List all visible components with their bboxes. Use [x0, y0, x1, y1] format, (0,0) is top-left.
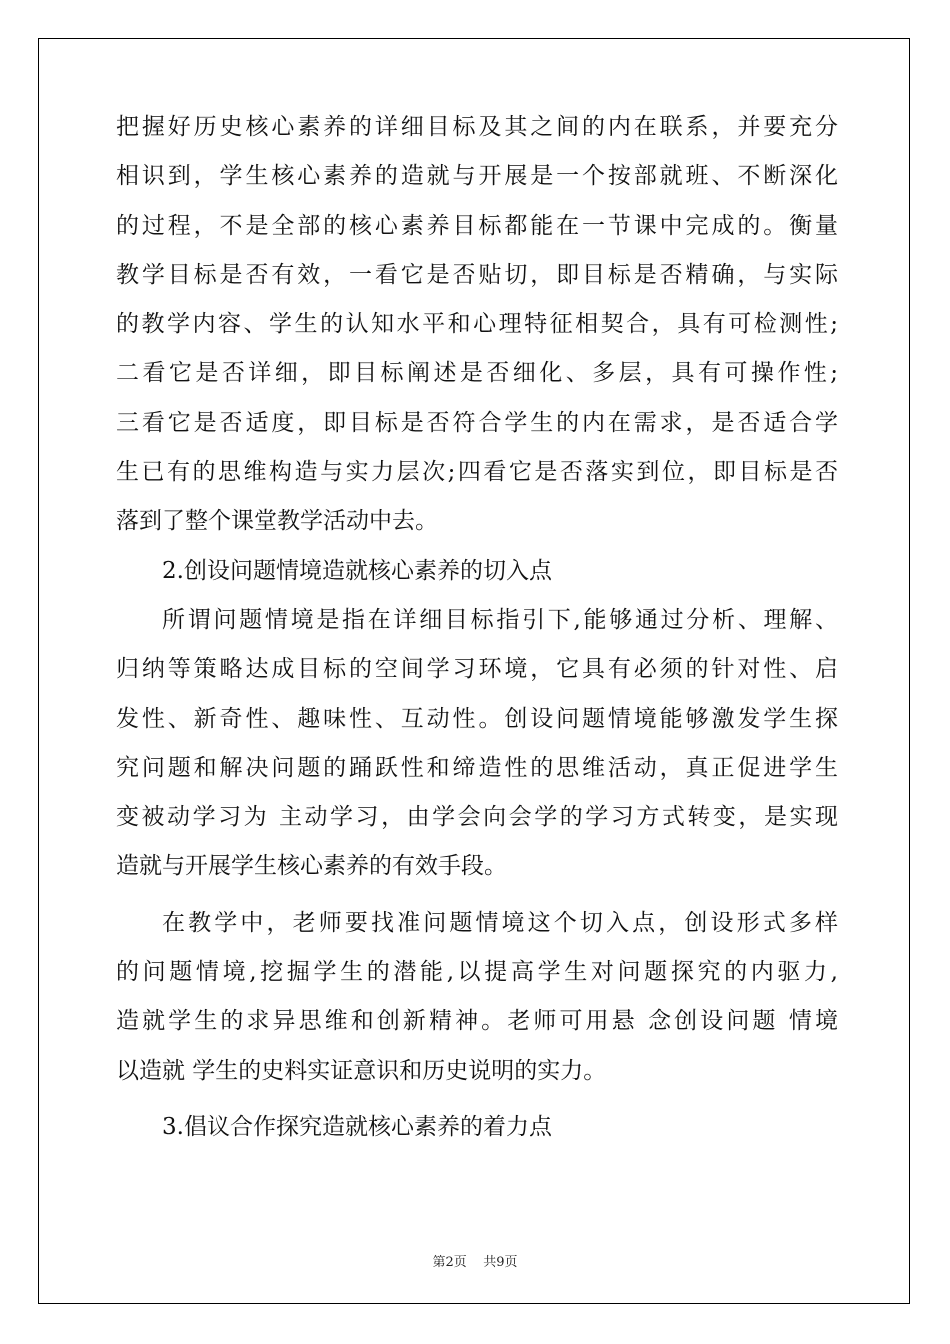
text-line: 把握好历史核心素养的详细目标及其之间的内在联系，并要充分 [116, 114, 838, 140]
heading-text: 3.倡议合作探究造就核心素养的着力点 [162, 1113, 552, 1140]
text-line: 归纳等策略达成目标的空间学习环境，它具有必须的针对性、启 [116, 656, 838, 683]
text-line: 造就学生的求异思维和创新精神。老师可用悬 念创设问题 情境 [116, 1008, 838, 1035]
text-line: 的过程，不是全部的核心素养目标都能在一节课中完成的。衡量 [116, 212, 838, 239]
text-line: 三看它是否适度，即目标是否符合学生的内在需求，是否适合学 [116, 409, 838, 436]
text-line: 造就与开展学生核心素养的有效手段。 [116, 853, 507, 880]
text-line: 相识到，学生核心素养的造就与开展是一个按部就班、不断深化 [116, 163, 838, 190]
text-line: 变被动学习为 主动学习，由学会向会学的学习方式转变，是实现 [116, 804, 838, 831]
heading-text: 2.创设问题情境造就核心素养的切入点 [162, 557, 552, 584]
text-line: 发性、新奇性、趣味性、互动性。创设问题情境能够激发学生探 [116, 705, 838, 732]
section-heading-2 [116, 547, 838, 596]
text-line: 在教学中，老师要找准问题情境这个切入点，创设形式多样 [162, 909, 838, 936]
text-line: 二看它是否详细，即目标阐述是否细化、多层，具有可操作性; [116, 360, 838, 387]
document-body [116, 103, 838, 1152]
text-line: 究问题和解决问题的踊跃性和缔造性的思维活动，真正促进学生 [116, 754, 838, 781]
text-line: 所谓问题情境是指在详细目标指引下,能够通过分析、理解、 [162, 606, 838, 633]
text-line: 落到了整个课堂教学活动中去。 [116, 508, 438, 535]
text-line: 生已有的思维构造与实力层次;四看它是否落实到位，即目标是否 [116, 459, 838, 486]
page-number-footer: 第2页 共9页 [432, 1255, 518, 1270]
text-line: 教学目标是否有效，一看它是否贴切，即目标是否精确，与实际 [116, 261, 838, 288]
text-line: 以造就 学生的史料实证意识和历史说明的实力。 [116, 1057, 607, 1084]
text-line: 的教学内容、学生的认知水平和心理特征相契合，具有可检测性; [116, 311, 838, 338]
paragraph-2 [116, 596, 838, 892]
paragraph-3 [116, 899, 838, 1096]
paragraph-1 [116, 103, 838, 547]
section-heading-3 [116, 1103, 838, 1152]
text-line: 的问题情境,挖掘学生的潜能,以提高学生对问题探究的内驱力, [116, 959, 838, 986]
